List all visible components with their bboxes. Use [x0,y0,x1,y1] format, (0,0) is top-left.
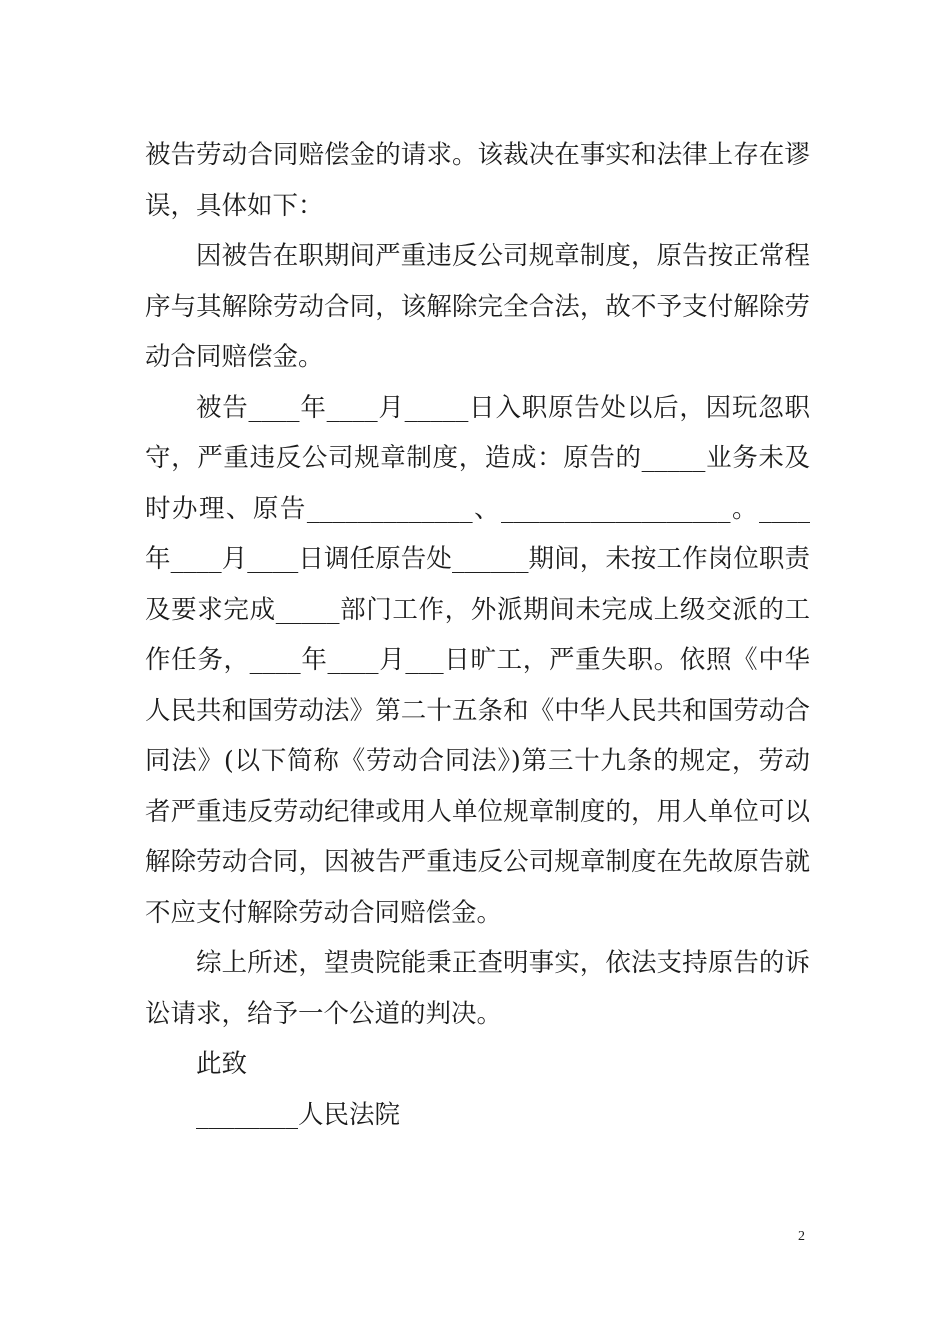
paragraph-violation-facts: 被告____年____月_____日入职原告处以后，因玩忽职守，严重违反公司规章制度，造成：原告的_____业务未及时办理、原告_____________、__________________。____年____月____日调任原告处______期间，未按工作岗位职责及要求完成_____部门工作，外派期间未完成上级交派的工作任务，____年____月___日旷工，严重失职。依照《中华人民共和国劳动法》第二十五条和《中华人民共和国劳动合同法》(以下简称《劳动合同法》)第三十九条的规定，劳动者严重违反劳动纪律或用人单位规章制度的，用人单位可以解除劳动合同，因被告严重违反公司规章制度在先故原告就不应支付解除劳动合同赔偿金。 [145,392,810,928]
paragraph-dismissal-legal: 因被告在职期间严重违反公司规章制度，原告按正常程序与其解除劳动合同，该解除完全合法，故不予支付解除劳动合同赔偿金。 [145,241,810,372]
document-body [145,130,810,1140]
court-addressee: ________人民法院 [196,1099,401,1130]
page-number: 2 [798,1229,805,1244]
paragraph-continuation: 被告劳动合同赔偿金的请求。该裁决在事实和法律上存在谬误，具体如下： [145,140,810,221]
paragraph-conclusion: 综上所述，望贵院能秉正查明事实，依法支持原告的诉讼请求，给予一个公道的判决。 [145,948,810,1029]
closing-salutation: 此致 [196,1049,248,1079]
